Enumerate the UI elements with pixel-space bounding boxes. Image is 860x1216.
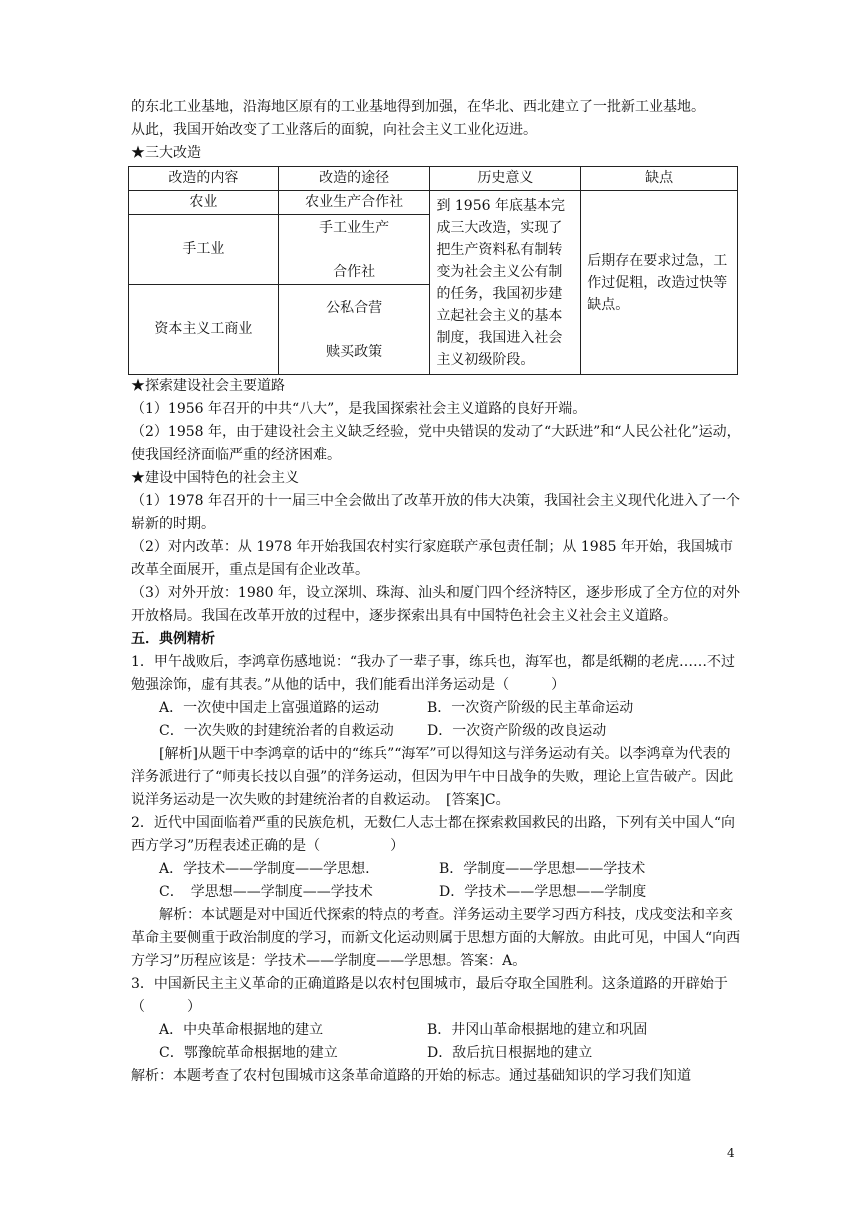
question-2-options-cd bbox=[131, 881, 741, 904]
explore-paragraph-2: （2）1958 年，由于建设社会主义缺乏经验，党中央错误的发动了“大跃进”和“人民公社化”运动，使我国经济面临严重的经济困难。 bbox=[131, 424, 741, 463]
question-3-options-ab bbox=[131, 1019, 741, 1042]
question-2-option-c: C． 学思想——学制度——学技术 bbox=[159, 884, 373, 900]
question-1-option-d: D．一次资产阶级的改良运动 bbox=[427, 723, 607, 739]
table-cell-way bbox=[278, 215, 430, 285]
table-row bbox=[129, 191, 738, 215]
question-3-stem: 3．中国新民主主义革命的正确道路是以农村包围城市，最后夺取全国胜利。这条道路的开辟始于（ ） bbox=[131, 976, 728, 1015]
china-paragraph-3: （3）对外开放：1980 年，设立深圳、珠海、汕头和厦门四个经济特区，逐步形成了全方位的对外开放格局。我国在改革开放的过程中，逐步探索出具有中国特色社会主义社会主义道路。 bbox=[131, 585, 740, 624]
intro-line-2: 从此，我国开始改变了工业落后的面貌，向社会主义工业化迈进。 bbox=[131, 122, 537, 138]
table-cell-way-part: 合作社 bbox=[333, 263, 376, 280]
question-3-option-a: A．中央革命根据地的建立 bbox=[159, 1022, 324, 1038]
table-cell-way: 农业生产合作社 bbox=[278, 191, 430, 215]
question-1-option-c: C．一次失败的封建统治者的自救运动 bbox=[159, 723, 394, 739]
table-header-cell: 历史意义 bbox=[430, 167, 581, 191]
question-3-option-b: B．井冈山革命根据地的建立和巩固 bbox=[427, 1022, 648, 1038]
table-cell-way-part: 赎买政策 bbox=[326, 343, 383, 360]
section-three-reforms: ★三大改造 bbox=[131, 145, 201, 161]
table-cell-content: 农业 bbox=[129, 191, 279, 215]
table-header-row bbox=[129, 167, 738, 191]
table-cell-way-part: 手工业生产 bbox=[319, 219, 390, 236]
china-paragraph-1: （1）1978 年召开的十一届三中全会做出了改革开放的伟大决策，我国社会主义现代化进入了一个崭新的时期。 bbox=[131, 493, 740, 532]
question-2-stem: 2．近代中国面临着严重的民族危机，无数仁人志士都在探索救国救民的出路，下列有关中国人“向西方学习”历程表述正确的是（ ） bbox=[131, 815, 736, 854]
intro-line-1: 的东北工业基地，沿海地区原有的工业基地得到加强，在华北、西北建立了一批新工业基地。 bbox=[131, 99, 705, 115]
table-cell-content: 手工业 bbox=[129, 215, 279, 285]
table-header-cell: 改造的内容 bbox=[129, 167, 279, 191]
question-2-options-ab bbox=[131, 858, 741, 881]
question-1-stem: 1．甲午战败后，李鸿章伤感地说：“我办了一辈子事，练兵也，海军也，都是纸糊的老虎……不过勉强涂饰，虚有其表。”从他的话中，我们能看出洋务运动是（ ） bbox=[131, 654, 736, 693]
question-1-option-b: B．一次资产阶级的民主革命运动 bbox=[427, 700, 634, 716]
question-3-analysis: 解析：本题考查了农村包围城市这条革命道路的开始的标志。通过基础知识的学习我们知道 bbox=[131, 1068, 691, 1084]
table-header-cell: 缺点 bbox=[581, 167, 738, 191]
question-2-analysis: 解析：本试题是对中国近代探索的特点的考查。洋务运动主要学习西方科技，戊戌变法和辛亥革命主要侧重于政治制度的学习，而新文化运动则属于思想方面的大解放。由此可见，中国人“向西方学习”历程应该是：学技术——学制度——学思想。答案：A。 bbox=[131, 907, 741, 969]
question-2-option-b: B．学制度——学思想——学技术 bbox=[439, 861, 646, 877]
table-cell-way bbox=[278, 285, 430, 375]
page-content bbox=[131, 96, 741, 1088]
question-1-options-cd bbox=[131, 720, 741, 743]
question-2-option-a: A．学技术——学制度——学思想. bbox=[159, 861, 370, 877]
section-five-title: 五．典例精析 bbox=[131, 631, 215, 647]
question-3-option-c: C．鄂豫皖革命根据地的建立 bbox=[159, 1045, 338, 1061]
table-cell-way-part: 公私合营 bbox=[326, 299, 383, 316]
explore-paragraph-1: （1）1956 年召开的中共“八大”，是我国探索社会主义道路的良好开端。 bbox=[131, 401, 587, 417]
reform-table bbox=[128, 166, 738, 375]
question-1-options-ab bbox=[131, 697, 741, 720]
question-3-options-cd bbox=[131, 1042, 741, 1065]
question-1-analysis: [解析]从题干中李鸿章的话中的“练兵”“海军”可以得知这与洋务运动有关。以李鸿章为代表的洋务派进行了“师夷长技以自强”的洋务运动，但因为甲午中日战争的失败，理论上宣告破产。因此说洋务运动是一次失败的封建统治者的自救运动。 [答案]C。 bbox=[131, 746, 734, 808]
china-paragraph-2: （2）对内改革：从 1978 年开始我国农村实行家庭联产承包责任制；从 1985 年开始，我国城市改革全面展开，重点是国有企业改革。 bbox=[131, 539, 733, 578]
question-1-option-a: A．一次使中国走上富强道路的运动 bbox=[159, 700, 380, 716]
question-2-option-d: D．学技术——学思想——学制度 bbox=[439, 884, 647, 900]
table-cell-content: 资本主义工商业 bbox=[129, 285, 279, 375]
table-header-cell: 改造的途径 bbox=[278, 167, 430, 191]
question-3-option-d: D．敌后抗日根据地的建立 bbox=[427, 1045, 593, 1061]
section-china-title: ★建设中国特色的社会主义 bbox=[131, 470, 299, 486]
table-cell-shortcoming: 后期存在要求过急，工作过促粗，改造过快等缺点。 bbox=[581, 191, 738, 375]
table-cell-significance: 到 1956 年底基本完成三大改造，实现了把生产资料私有制转变为社会主义公有制的任务，我国初步建立起社会主义的基本制度，我国进入社会主义初级阶段。 bbox=[430, 191, 581, 375]
page-number: 4 bbox=[727, 1146, 735, 1160]
section-explore-title: ★探索建设社会主要道路 bbox=[131, 378, 285, 394]
